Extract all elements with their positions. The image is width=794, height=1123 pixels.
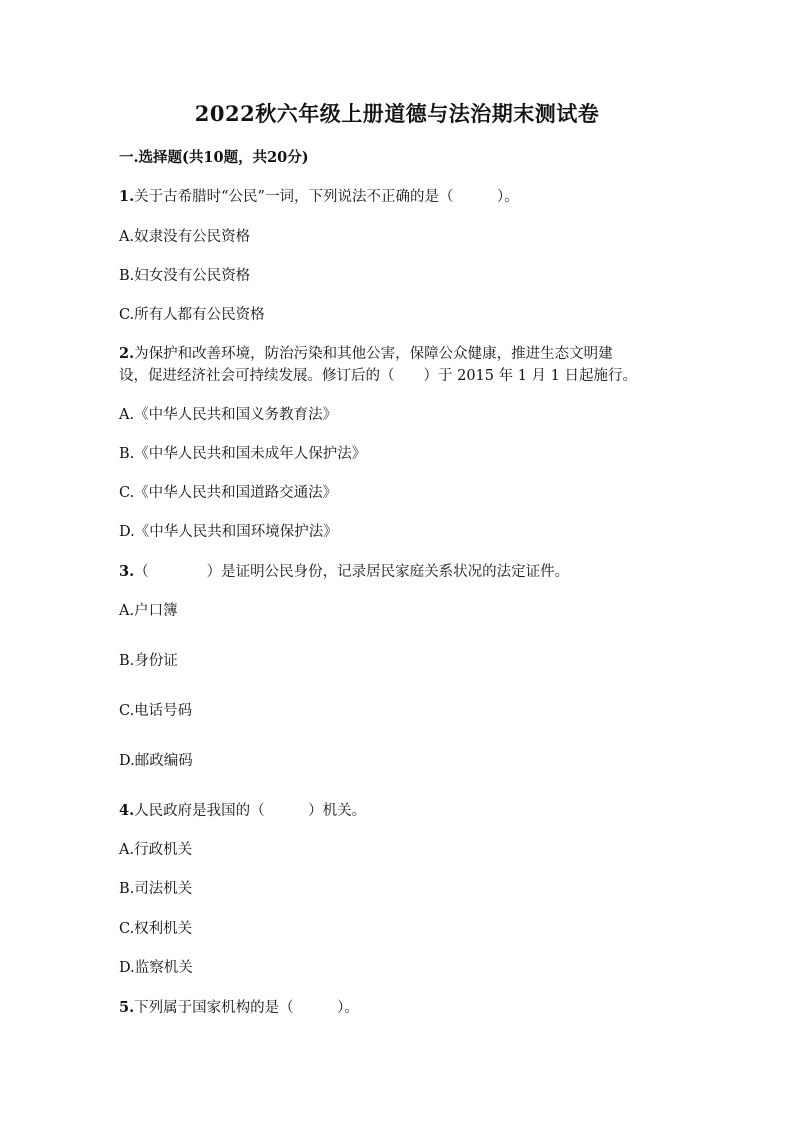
option-item: B.《中华人民共和国未成年人保护法》 [119, 446, 367, 462]
question-stem-line1: 为保护和改善环境，防治污染和其他公害，保障公众健康，推进生态文明建 [134, 346, 613, 362]
option-item: A.奴隶没有公民资格 [119, 229, 251, 245]
question-stem-line2: 设，促进经济社会可持续发展。修订后的（ ）于 2015 年 1 月 1 日起施行。 [119, 368, 638, 384]
option-item: D.邮政编码 [119, 753, 193, 769]
option-item: A.行政机关 [119, 842, 193, 858]
question-number: 1. [119, 188, 135, 205]
question-stem: 关于古希腊时“公民”一词，下列说法不正确的是（ ）。 [134, 189, 519, 205]
question-number: 5. [119, 999, 135, 1016]
question-stem: 人民政府是我国的（ ）机关。 [134, 803, 367, 819]
question-number: 3. [119, 563, 135, 580]
question-2 [119, 345, 613, 363]
option-item: C.电话号码 [119, 703, 193, 719]
option-item: C.所有人都有公民资格 [119, 307, 265, 323]
option-item: D.《中华人民共和国环境保护法》 [119, 524, 338, 540]
option-item: B.妇女没有公民资格 [119, 268, 251, 284]
question-1 [119, 188, 519, 206]
question-number: 4. [119, 802, 135, 819]
option-item: A.户口簿 [119, 603, 178, 619]
question-3 [119, 563, 569, 581]
question-4 [119, 802, 366, 820]
question-stem: （ ）是证明公民身份，记录居民家庭关系状况的法定证件。 [134, 564, 570, 580]
question-number: 2. [119, 345, 135, 362]
question-5 [119, 999, 359, 1017]
option-item: D.监察机关 [119, 960, 193, 976]
question-stem: 下列属于国家机构的是（ ）。 [134, 1000, 359, 1016]
page-title: 2022秋六年级上册道德与法治期末测试卷 [194, 101, 600, 126]
option-item: A.《中华人民共和国义务教育法》 [119, 407, 338, 423]
option-item: C.《中华人民共和国道路交通法》 [119, 485, 338, 501]
option-item: C.权利机关 [119, 921, 193, 937]
section-heading: 一.选择题(共10题，共20分) [119, 149, 309, 166]
option-item: B.身份证 [119, 653, 178, 669]
option-item: B.司法机关 [119, 881, 193, 897]
